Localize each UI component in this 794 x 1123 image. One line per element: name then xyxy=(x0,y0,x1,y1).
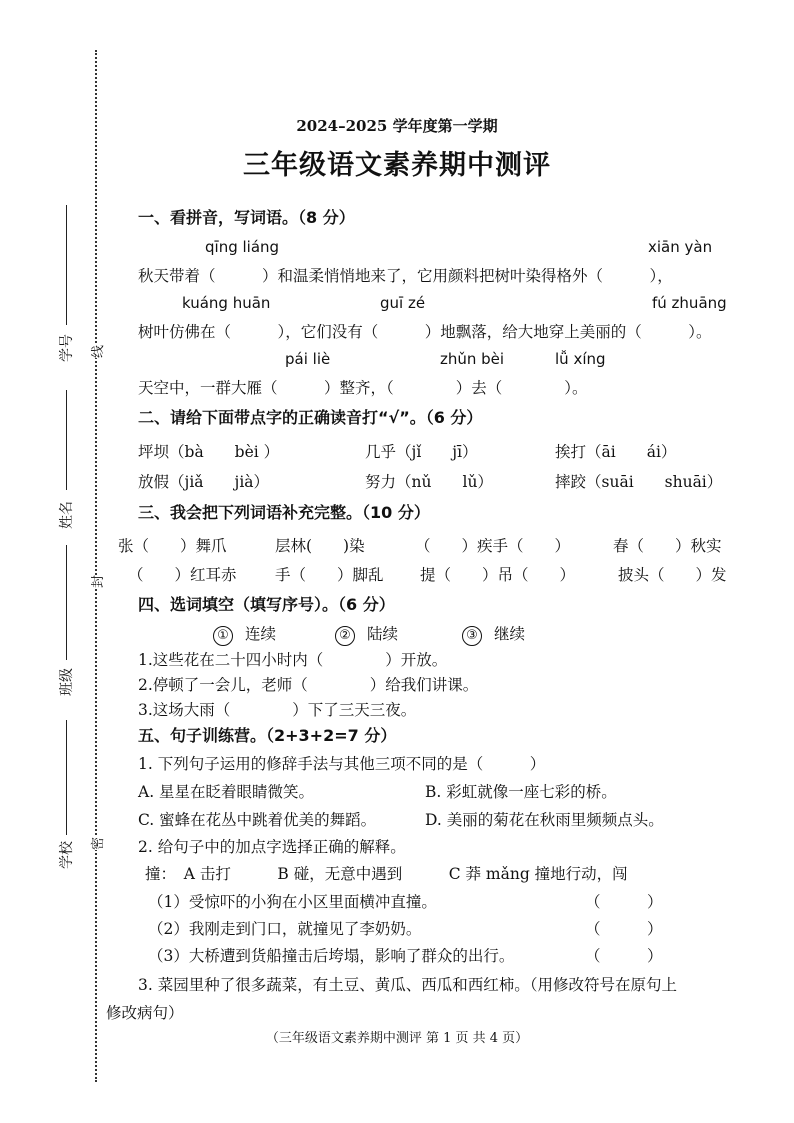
page-footer: （三年级语文素养期中测评 第 1 页 共 4 页） xyxy=(265,1031,529,1046)
q2-item-6: 摔跤（suāi shuāi） xyxy=(555,473,723,491)
zhuang-item-2: （2）我刚走到门口，就撞见了李奶奶。 xyxy=(148,920,422,938)
student-id-label: 学号 xyxy=(59,334,75,362)
q2-item-2: 几乎（jǐ jī） xyxy=(365,443,478,461)
q2-heading: 二、请给下面带点字的正确读音打“√”。（6 分） xyxy=(138,408,483,427)
zhuang-item-1: （1）受惊吓的小狗在小区里面横冲直撞。 xyxy=(148,893,437,911)
pinyin-kuanghuan: kuáng huān xyxy=(182,294,271,312)
pinyin-qingliang: qīng liáng xyxy=(205,238,280,256)
q5-option-a: A. 星星在眨着眼睛微笑。 xyxy=(138,783,315,801)
zhuang-answer-2: （ ） xyxy=(585,920,663,938)
q2-item-3: 挨打（āi ái） xyxy=(555,443,677,461)
seal-char-mi: 密 xyxy=(85,837,108,850)
semester-line: 2024–2025 学年度第一学期 xyxy=(296,117,498,135)
q4-option-2: ② 陆续 xyxy=(335,622,398,646)
q3-row2-item-3: 提（ ）吊（ ） xyxy=(420,566,576,584)
q3-heading: 三、我会把下列词语补充完整。（10 分） xyxy=(138,503,430,522)
q5-sub2: 2. 给句子中的加点字选择正确的解释。 xyxy=(138,838,406,856)
q4-option-3: ③ 继续 xyxy=(462,622,525,646)
q5-option-c: C. 蜜蜂在花丛中跳着优美的舞蹈。 xyxy=(138,811,377,829)
q5-sub1: 1. 下列句子运用的修辞手法与其他三项不同的是（ ） xyxy=(138,755,546,773)
zhuang-definitions: 撞： A 击打 B 碰，无意中遇到 C 莽 mǎng 撞地行动，闯 xyxy=(145,865,628,883)
q3-row1-item-4: 春（ ）秋实 xyxy=(613,537,722,555)
q3-row2-item-4: 披头（ ）发 xyxy=(618,566,727,584)
class-label: 班级 xyxy=(59,668,75,696)
seal-char-xian: 线 xyxy=(85,345,108,358)
q5-sub3-line-2: 修改病句） xyxy=(106,1004,184,1022)
seal-char-feng: 封 xyxy=(85,575,108,588)
q1-heading: 一、看拼音，写词语。（8 分） xyxy=(138,208,355,227)
name-label: 姓名 xyxy=(59,501,75,529)
q4-heading: 四、选词填空（填写序号）。（6 分） xyxy=(138,595,395,614)
q2-item-5: 努力（nǔ lǔ） xyxy=(365,473,493,491)
q5-option-d: D. 美丽的菊花在秋雨里频频点头。 xyxy=(425,811,664,829)
student-id-blank xyxy=(66,205,67,325)
q3-row1-item-3: （ ）疾手（ ） xyxy=(415,537,571,555)
q1-line-2: 树叶仿佛在（ ），它们没有（ ）地飘落，给大地穿上美丽的（ ）。 xyxy=(138,323,712,341)
pinyin-xianyan: xiān yàn xyxy=(648,238,713,256)
school-blank xyxy=(66,720,67,835)
class-blank xyxy=(66,545,67,660)
q5-sub3-line-1: 3. 菜园里种了很多蔬菜，有土豆、黄瓜、西瓜和西红柿。（用修改符号在原句上 xyxy=(138,976,677,994)
q4-item-3: 3.这场大雨（ ）下了三天三夜。 xyxy=(138,701,417,719)
pinyin-zhunbei: zhǔn bèi xyxy=(440,350,505,368)
q4-item-2: 2.停顿了一会儿，老师（ ）给我们讲课。 xyxy=(138,676,479,694)
zhuang-answer-3: （ ） xyxy=(585,947,663,965)
exam-title: 三年级语文素养期中测评 xyxy=(243,150,551,181)
school-label: 学校 xyxy=(59,841,75,869)
q3-row2-item-2: 手（ ）脚乱 xyxy=(275,566,384,584)
zhuang-answer-1: （ ） xyxy=(585,893,663,911)
binding-dotted-line xyxy=(95,50,97,1082)
q5-option-b: B. 彩虹就像一座七彩的桥。 xyxy=(425,783,617,801)
pinyin-guize: guī zé xyxy=(380,294,426,312)
q2-item-1: 坪坝（bà bèi ） xyxy=(138,443,280,461)
zhuang-item-3: （3）大桥遭到货船撞击后垮塌，影响了群众的出行。 xyxy=(148,947,515,965)
pinyin-pailie: pái liè xyxy=(285,350,331,368)
pinyin-fuzhuang: fú zhuāng xyxy=(652,294,727,312)
name-blank xyxy=(66,390,67,490)
q1-line-3: 天空中，一群大雁（ ）整齐，（ ）去（ ）。 xyxy=(138,379,588,397)
q3-row2-item-1: （ ）红耳赤 xyxy=(128,566,237,584)
q5-heading: 五、句子训练营。（2+3+2=7 分） xyxy=(138,726,397,745)
q4-option-1: ① 连续 xyxy=(213,622,276,646)
q3-row1-item-2: 层林( )染 xyxy=(275,537,365,555)
q1-line-1: 秋天带着（ ）和温柔悄悄地来了，它用颜料把树叶染得格外（ ）， xyxy=(138,267,673,285)
pinyin-lvxing: lǚ xíng xyxy=(555,350,606,368)
q2-item-4: 放假（jiǎ jià） xyxy=(138,473,270,491)
q4-item-1: 1.这些花在二十四小时内（ ）开放。 xyxy=(138,651,448,669)
q3-row1-item-1: 张（ ）舞爪 xyxy=(118,537,227,555)
